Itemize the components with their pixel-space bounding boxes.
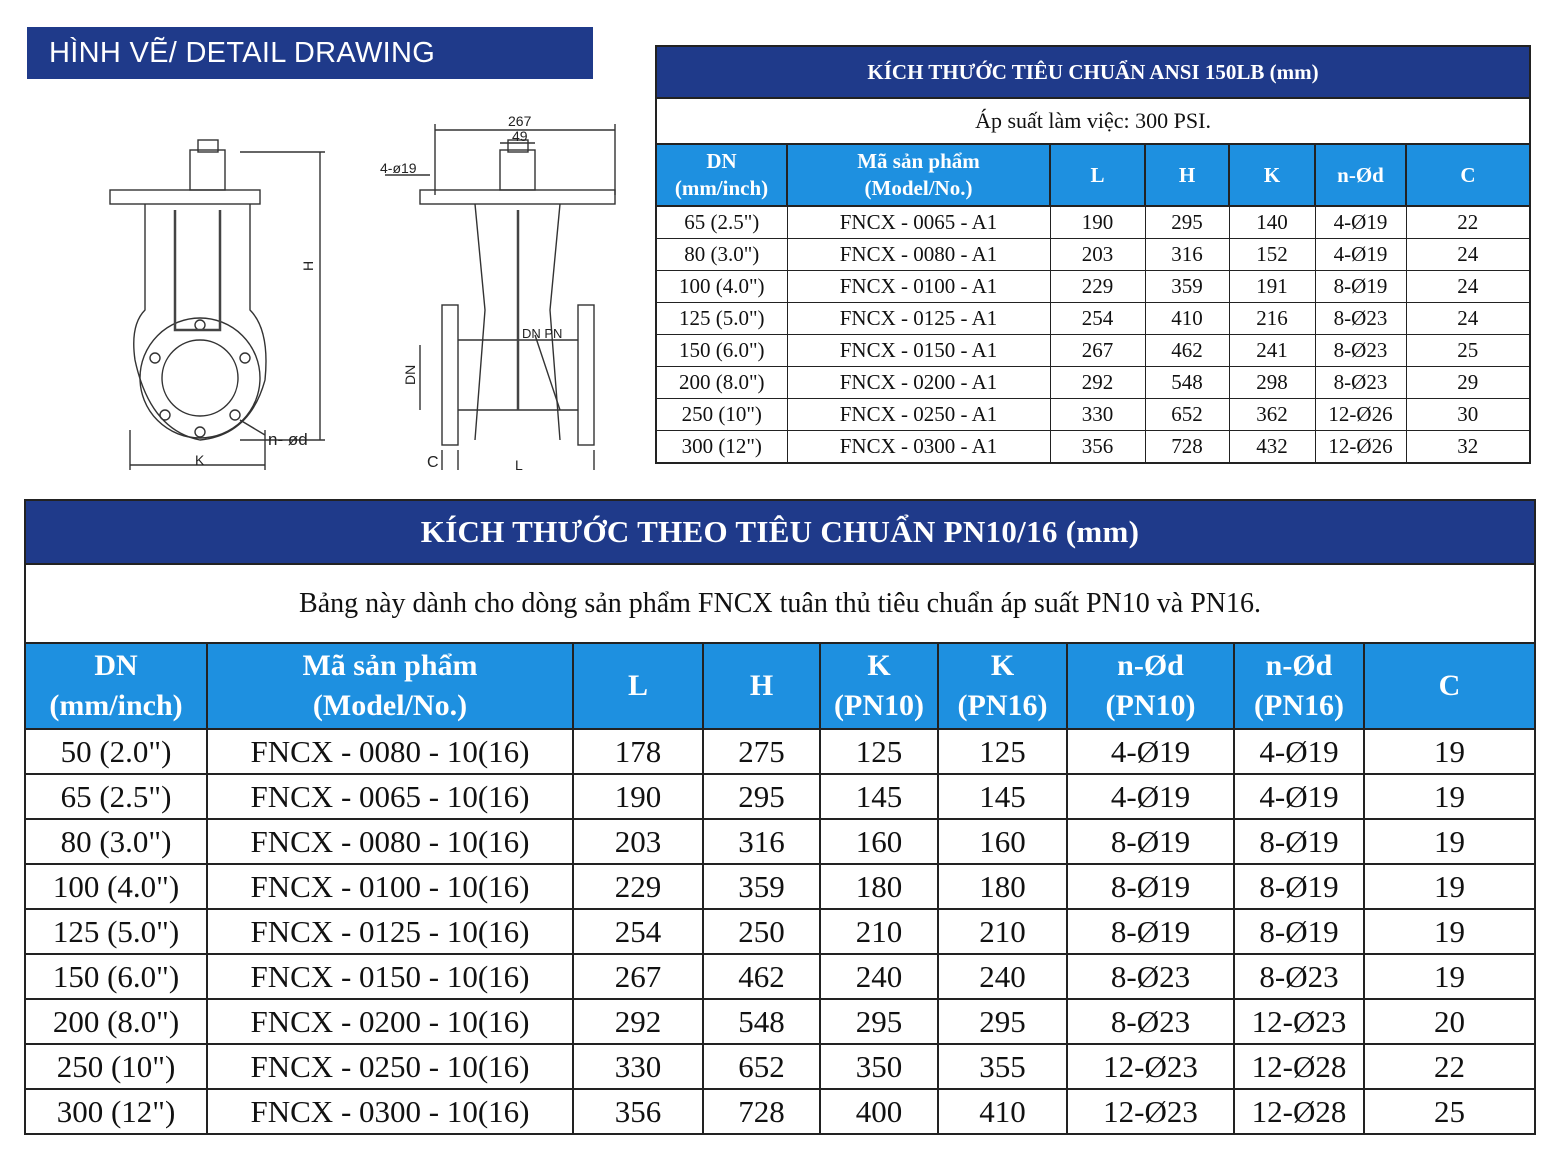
- pn-header-8-line1: C: [1438, 669, 1461, 702]
- table-cell: 267: [573, 954, 703, 999]
- table-cell: 29: [1406, 367, 1530, 399]
- table-cell: 292: [1050, 367, 1145, 399]
- table-cell: 200 (8.0"): [25, 999, 207, 1044]
- dn-label: DN: [402, 364, 418, 385]
- table-cell: 12-Ø23: [1234, 999, 1364, 1044]
- table-cell: 22: [1364, 1044, 1535, 1089]
- table-cell: 8-Ø19: [1234, 909, 1364, 954]
- table-row: [25, 1044, 1535, 1089]
- pn-header-7-line2: (PN16): [1254, 689, 1344, 722]
- table-cell: 191: [1229, 271, 1315, 303]
- table-cell: 152: [1229, 239, 1315, 271]
- table-cell: 180: [820, 864, 938, 909]
- table-cell: 8-Ø23: [1315, 335, 1406, 367]
- table-cell: 25: [1364, 1089, 1535, 1134]
- table-cell: 4-Ø19: [1234, 774, 1364, 819]
- pn-header-0: [25, 643, 207, 729]
- detail-drawing: [90, 110, 635, 480]
- table-cell: 240: [938, 954, 1067, 999]
- ansi-header-0-line2: (mm/inch): [674, 176, 769, 200]
- table-cell: 140: [1229, 206, 1315, 239]
- table-cell: 203: [1050, 239, 1145, 271]
- table-cell: 300 (12"): [25, 1089, 207, 1134]
- table-cell: 250: [703, 909, 820, 954]
- table-row: [656, 239, 1530, 271]
- table-cell: 125 (5.0"): [656, 303, 787, 335]
- table-cell: 229: [573, 864, 703, 909]
- table-cell: FNCX - 0150 - A1: [787, 335, 1050, 367]
- pn-header-1-line2: (Model/No.): [312, 689, 468, 722]
- table-row: [25, 954, 1535, 999]
- pn-header-7: [1234, 643, 1364, 729]
- table-row: [25, 864, 1535, 909]
- table-cell: FNCX - 0200 - 10(16): [207, 999, 573, 1044]
- ansi-title: KÍCH THƯỚC TIÊU CHUẨN ANSI 150LB (mm): [656, 46, 1530, 98]
- ansi-header-6: [1406, 144, 1530, 206]
- ansi-header-5-line1: n-Ød: [1337, 162, 1384, 187]
- table-cell: FNCX - 0150 - 10(16): [207, 954, 573, 999]
- ansi-header-6-line1: C: [1460, 162, 1476, 187]
- table-row: [25, 774, 1535, 819]
- table-cell: 359: [703, 864, 820, 909]
- table-cell: 355: [938, 1044, 1067, 1089]
- table-cell: 254: [1050, 303, 1145, 335]
- table-cell: 80 (3.0"): [25, 819, 207, 864]
- table-cell: 400: [820, 1089, 938, 1134]
- table-cell: 19: [1364, 909, 1535, 954]
- table-row: [25, 819, 1535, 864]
- table-cell: 728: [703, 1089, 820, 1134]
- table-cell: 32: [1406, 431, 1530, 464]
- table-cell: 8-Ø23: [1315, 367, 1406, 399]
- pn-table: [24, 499, 1536, 1135]
- pn-header-6-line1: n-Ød: [1117, 649, 1184, 682]
- pn-header-0-line1: DN: [94, 649, 138, 682]
- table-cell: 8-Ø19: [1067, 864, 1234, 909]
- h-label: H: [300, 260, 316, 271]
- l-label: L: [515, 457, 523, 473]
- dn-pn-label: DN PN: [522, 326, 563, 341]
- table-cell: 295: [938, 999, 1067, 1044]
- table-row: [656, 367, 1530, 399]
- table-cell: FNCX - 0250 - 10(16): [207, 1044, 573, 1089]
- table-cell: 241: [1229, 335, 1315, 367]
- table-cell: 125: [938, 729, 1067, 774]
- table-cell: 8-Ø19: [1315, 271, 1406, 303]
- ansi-header-3: [1145, 144, 1229, 206]
- pn-header-5-line1: K: [990, 649, 1015, 682]
- pn-header-4: [820, 643, 938, 729]
- table-cell: 548: [703, 999, 820, 1044]
- table-cell: FNCX - 0100 - 10(16): [207, 864, 573, 909]
- table-cell: 250 (10"): [656, 399, 787, 431]
- pn-header-4-line1: K: [867, 649, 891, 682]
- pn-body: [25, 729, 1535, 1134]
- table-cell: 19: [1364, 864, 1535, 909]
- table-cell: 240: [820, 954, 938, 999]
- pn-header-6: [1067, 643, 1234, 729]
- table-cell: 160: [938, 819, 1067, 864]
- ansi-header-4: [1229, 144, 1315, 206]
- table-cell: 432: [1229, 431, 1315, 464]
- table-cell: 295: [1145, 206, 1229, 239]
- pn-header-row: [25, 643, 1535, 729]
- pn-header-0-line2: (mm/inch): [49, 689, 183, 722]
- pn-header-1-line1: Mã sản phẩm: [302, 649, 478, 682]
- table-cell: FNCX - 0125 - 10(16): [207, 909, 573, 954]
- table-cell: 316: [1145, 239, 1229, 271]
- pn-header-4-line2: (PN10): [834, 689, 924, 722]
- table-cell: 190: [1050, 206, 1145, 239]
- table-cell: FNCX - 0300 - A1: [787, 431, 1050, 464]
- pn-header-3-line1: H: [749, 669, 774, 702]
- table-cell: 4-Ø19: [1315, 239, 1406, 271]
- table-cell: 125: [820, 729, 938, 774]
- dim-49: 49: [512, 128, 528, 144]
- table-cell: 12-Ø26: [1315, 399, 1406, 431]
- table-cell: 362: [1229, 399, 1315, 431]
- table-row: [25, 1089, 1535, 1134]
- table-row: [656, 206, 1530, 239]
- table-cell: 410: [1145, 303, 1229, 335]
- table-row: [656, 431, 1530, 464]
- table-cell: 19: [1364, 954, 1535, 999]
- table-cell: FNCX - 0080 - A1: [787, 239, 1050, 271]
- table-cell: FNCX - 0065 - 10(16): [207, 774, 573, 819]
- k-label: K: [195, 452, 205, 468]
- table-cell: 12-Ø26: [1315, 431, 1406, 464]
- table-cell: 359: [1145, 271, 1229, 303]
- table-cell: 80 (3.0"): [656, 239, 787, 271]
- table-cell: 462: [703, 954, 820, 999]
- table-cell: 20: [1364, 999, 1535, 1044]
- table-cell: 65 (2.5"): [656, 206, 787, 239]
- table-cell: 100 (4.0"): [25, 864, 207, 909]
- table-cell: 178: [573, 729, 703, 774]
- table-cell: 210: [938, 909, 1067, 954]
- pn-title: KÍCH THƯỚC THEO TIÊU CHUẨN PN10/16 (mm): [25, 500, 1535, 564]
- ansi-header-0-line1: DN: [706, 149, 737, 173]
- table-cell: 65 (2.5"): [25, 774, 207, 819]
- table-cell: 4-Ø19: [1067, 774, 1234, 819]
- table-cell: FNCX - 0200 - A1: [787, 367, 1050, 399]
- pn-header-1: [207, 643, 573, 729]
- table-cell: 12-Ø28: [1234, 1044, 1364, 1089]
- table-cell: 12-Ø23: [1067, 1044, 1234, 1089]
- ansi-header-2-line1: L: [1090, 162, 1105, 187]
- table-cell: 229: [1050, 271, 1145, 303]
- table-cell: 275: [703, 729, 820, 774]
- table-cell: FNCX - 0080 - 10(16): [207, 729, 573, 774]
- table-cell: 254: [573, 909, 703, 954]
- table-cell: 145: [820, 774, 938, 819]
- table-cell: 4-Ø19: [1234, 729, 1364, 774]
- table-cell: 19: [1364, 774, 1535, 819]
- ansi-body: [656, 206, 1530, 463]
- table-cell: 190: [573, 774, 703, 819]
- table-cell: 295: [820, 999, 938, 1044]
- table-cell: FNCX - 0065 - A1: [787, 206, 1050, 239]
- table-row: [656, 335, 1530, 367]
- table-cell: 267: [1050, 335, 1145, 367]
- table-cell: 216: [1229, 303, 1315, 335]
- ansi-header-5: [1315, 144, 1406, 206]
- table-cell: 200 (8.0"): [656, 367, 787, 399]
- table-cell: 22: [1406, 206, 1530, 239]
- table-cell: 652: [1145, 399, 1229, 431]
- table-cell: 12-Ø28: [1234, 1089, 1364, 1134]
- table-cell: 25: [1406, 335, 1530, 367]
- table-cell: 12-Ø23: [1067, 1089, 1234, 1134]
- ansi-header-1: [787, 144, 1050, 206]
- table-cell: 356: [573, 1089, 703, 1134]
- table-cell: 50 (2.0"): [25, 729, 207, 774]
- table-cell: 8-Ø19: [1234, 864, 1364, 909]
- table-cell: 4-Ø19: [1315, 206, 1406, 239]
- table-cell: 30: [1406, 399, 1530, 431]
- table-cell: 652: [703, 1044, 820, 1089]
- table-row: [25, 729, 1535, 774]
- table-cell: 8-Ø23: [1067, 999, 1234, 1044]
- table-cell: 300 (12"): [656, 431, 787, 464]
- table-cell: 203: [573, 819, 703, 864]
- table-cell: 8-Ø19: [1234, 819, 1364, 864]
- table-cell: FNCX - 0125 - A1: [787, 303, 1050, 335]
- table-cell: 19: [1364, 819, 1535, 864]
- table-cell: 180: [938, 864, 1067, 909]
- table-cell: 330: [1050, 399, 1145, 431]
- pn-header-5: [938, 643, 1067, 729]
- table-cell: FNCX - 0100 - A1: [787, 271, 1050, 303]
- table-cell: 298: [1229, 367, 1315, 399]
- table-cell: 8-Ø19: [1067, 819, 1234, 864]
- nd-label: n- ød: [268, 430, 308, 449]
- table-cell: 462: [1145, 335, 1229, 367]
- table-cell: FNCX - 0250 - A1: [787, 399, 1050, 431]
- pn-header-7-line1: n-Ød: [1265, 649, 1333, 682]
- table-cell: 548: [1145, 367, 1229, 399]
- table-cell: 8-Ø19: [1067, 909, 1234, 954]
- dim-267: 267: [508, 113, 532, 129]
- drawing-title: HÌNH VẼ/ DETAIL DRAWING: [27, 27, 593, 79]
- ansi-header-2: [1050, 144, 1145, 206]
- table-cell: 24: [1406, 303, 1530, 335]
- table-cell: 19: [1364, 729, 1535, 774]
- ansi-header-1-line2: (Model/No.): [864, 176, 973, 200]
- table-cell: FNCX - 0300 - 10(16): [207, 1089, 573, 1134]
- table-cell: 728: [1145, 431, 1229, 464]
- table-cell: 145: [938, 774, 1067, 819]
- table-cell: 8-Ø23: [1315, 303, 1406, 335]
- pn-header-8: [1364, 643, 1535, 729]
- ansi-header-1-line1: Mã sản phẩm: [857, 149, 980, 173]
- table-row: [656, 399, 1530, 431]
- table-cell: 316: [703, 819, 820, 864]
- ansi-header-4-line1: K: [1263, 162, 1281, 187]
- table-cell: FNCX - 0080 - 10(16): [207, 819, 573, 864]
- ansi-header-row: [656, 144, 1530, 206]
- table-cell: 24: [1406, 239, 1530, 271]
- table-cell: 8-Ø23: [1234, 954, 1364, 999]
- table-row: [656, 271, 1530, 303]
- table-cell: 4-Ø19: [1067, 729, 1234, 774]
- table-cell: 8-Ø23: [1067, 954, 1234, 999]
- table-cell: 150 (6.0"): [656, 335, 787, 367]
- table-cell: 292: [573, 999, 703, 1044]
- table-cell: 295: [703, 774, 820, 819]
- table-cell: 410: [938, 1089, 1067, 1134]
- table-cell: 330: [573, 1044, 703, 1089]
- table-cell: 125 (5.0"): [25, 909, 207, 954]
- pn-header-5-line2: (PN16): [957, 689, 1048, 722]
- table-cell: 250 (10"): [25, 1044, 207, 1089]
- table-cell: 150 (6.0"): [25, 954, 207, 999]
- table-row: [25, 909, 1535, 954]
- pn-header-2: [573, 643, 703, 729]
- ansi-note: Áp suất làm việc: 300 PSI.: [656, 98, 1530, 144]
- ansi-table: [655, 45, 1531, 464]
- table-row: [25, 999, 1535, 1044]
- table-row: [656, 303, 1530, 335]
- pn-header-6-line2: (PN10): [1105, 689, 1196, 722]
- table-cell: 24: [1406, 271, 1530, 303]
- table-cell: 350: [820, 1044, 938, 1089]
- table-cell: 356: [1050, 431, 1145, 464]
- c-label: C: [427, 454, 439, 471]
- pn-note: Bảng này dành cho dòng sản phẩm FNCX tuân thủ tiêu chuẩn áp suất PN10 và PN16.: [25, 564, 1535, 643]
- table-cell: 100 (4.0"): [656, 271, 787, 303]
- ansi-header-0: [656, 144, 787, 206]
- table-cell: 210: [820, 909, 938, 954]
- pn-header-3: [703, 643, 820, 729]
- pn-header-2-line1: L: [627, 669, 648, 702]
- holes-label: 4-ø19: [380, 160, 417, 176]
- table-cell: 160: [820, 819, 938, 864]
- ansi-header-3-line1: H: [1178, 162, 1196, 187]
